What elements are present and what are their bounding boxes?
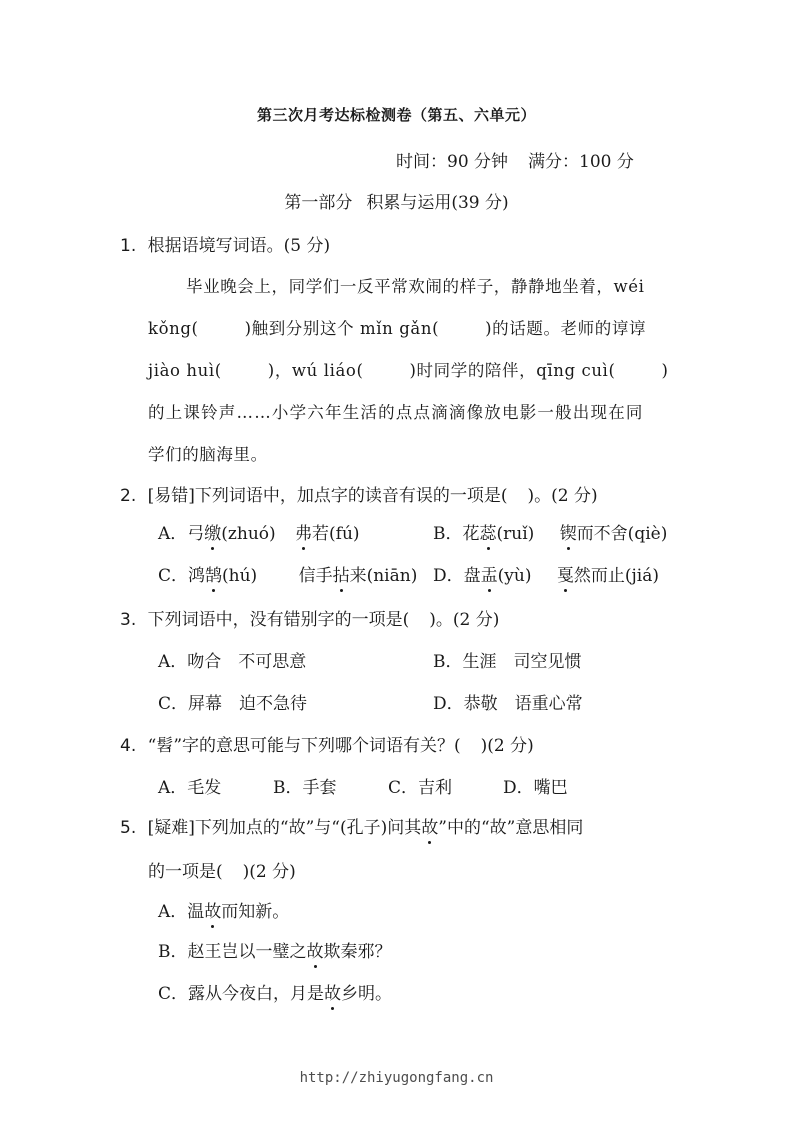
passage-line-1 [148, 273, 675, 315]
full-score: 满分：100 分 [528, 152, 634, 172]
question-number: 3. [120, 610, 137, 630]
question-2-stem [120, 481, 598, 506]
section-part: 第一部分 [284, 193, 353, 213]
q4-option-c[interactable]: C．吉利 [388, 778, 453, 798]
footer-url[interactable]: http://zhiyugongfang.cn [299, 1070, 494, 1086]
time-limit: 时间：90 分钟 [396, 152, 509, 172]
question-5-stem [120, 813, 583, 838]
passage-line-5 [148, 441, 675, 483]
section-name: 积累与运用(39 分) [366, 193, 509, 213]
question-score: )。(2 分) [429, 610, 500, 630]
question-number: 2. [120, 486, 137, 506]
question-text: “髫”字的意思可能与下列哪个词语有关？( [147, 736, 461, 756]
question-number: 1. [120, 236, 137, 256]
q2-option-c[interactable]: C．鸿鹄(hú) 信手拈来(niān) [158, 561, 417, 586]
question-number: 4. [120, 736, 137, 756]
line-text: 学们的脑海里。 [148, 445, 268, 464]
question-4-stem [120, 731, 534, 756]
section-heading [0, 188, 793, 213]
question-1-stem [120, 231, 330, 256]
exam-time-score [396, 147, 634, 172]
line-text: jiào huì( )，wú liáo( )时同学的陪伴，qīng cuì( ) [148, 361, 669, 380]
q2-option-a[interactable]: A．弓缴(zhuó) 弗若(fú) [158, 519, 360, 544]
question-text: 下列词语中，没有错别字的一项是( [147, 610, 410, 630]
q2-option-b[interactable]: B．花蕊(ruǐ) 锲而不舍(qiè) [433, 519, 667, 544]
question-score: )(2 分) [480, 736, 534, 756]
line-text: kǒng( )触到分别这个 mǐn gǎn( )的话题。老师的谆谆 [148, 319, 647, 338]
question-number: 5. [120, 818, 137, 838]
question-5-stem-cont [148, 857, 296, 882]
question-score: )(2 分) [242, 862, 296, 882]
q4-option-a[interactable]: A．毛发 [158, 778, 222, 798]
q4-option-d[interactable]: D．嘴巴 [503, 778, 568, 798]
q5-option-c[interactable]: C．露从今夜白，月是故乡明。 [158, 979, 392, 1004]
question-3-stem [120, 605, 499, 630]
q3-option-d[interactable]: D．恭敬 语重心常 [433, 694, 583, 714]
question-text: [易错]下列词语中，加点字的读音有误的一项是( [147, 486, 508, 506]
q3-option-c[interactable]: C．屏幕 迫不急待 [158, 694, 308, 714]
question-score: )。(2 分) [527, 486, 598, 506]
line-text: 毕业晚会上，同学们一反平常欢闹的样子，静静地坐着，wéi [186, 277, 645, 296]
q4-option-b[interactable]: B．手套 [273, 778, 337, 798]
question-text: 的一项是( [148, 862, 223, 882]
q5-option-b[interactable]: B．赵王岂以一璧之故欺秦邪？ [158, 937, 392, 962]
question-text: [疑难]下列加点的“故”与“(孔子)问其故”中的“故”意思相同 [148, 818, 584, 838]
passage-line-3 [148, 357, 675, 399]
q3-option-a[interactable]: A．吻合 不可思意 [158, 652, 307, 672]
q1-passage [148, 273, 675, 483]
q5-option-a[interactable]: A．温故而知新。 [158, 897, 289, 922]
passage-line-2 [148, 315, 675, 357]
q3-option-b[interactable]: B．生涯 司空见惯 [433, 652, 582, 672]
question-text: 根据语境写词语。(5 分) [147, 236, 331, 256]
exam-title: 第三次月考达标检测卷（第五、六单元） [256, 106, 536, 124]
line-text: 的上课铃声……小学六年生活的点点滴滴像放电影一般出现在同 [148, 403, 644, 422]
q2-option-d[interactable]: D．盘盂(yù) 戛然而止(jiá) [433, 561, 659, 586]
passage-line-4 [148, 399, 675, 441]
